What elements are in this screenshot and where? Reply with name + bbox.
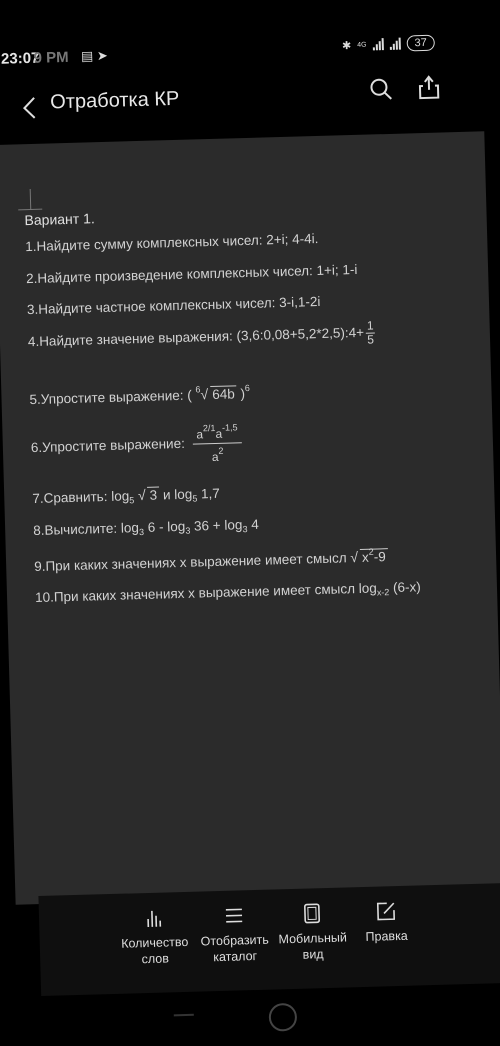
catalog-label-1: Отобразить [200, 933, 269, 949]
q6-num-exp2: -1,5 [222, 422, 238, 432]
question-6 [30, 422, 242, 469]
q7-arg-1: 3 [147, 487, 159, 503]
status-time [1, 49, 69, 68]
bottom-toolbar [38, 883, 500, 996]
q9-tail: -9 [374, 549, 386, 564]
q8-part-3: 4 [251, 517, 259, 532]
q6-fraction [192, 422, 243, 464]
word-count-label-2: слов [141, 951, 169, 966]
question-7 [32, 485, 220, 508]
bar-chart-icon [143, 907, 166, 930]
status-time-value: 23:07 [1, 50, 40, 68]
notification-icons [81, 48, 108, 65]
telegram-icon: ➤ [97, 48, 108, 63]
bluetooth-icon: ✱ [342, 38, 352, 51]
edit-icon [375, 900, 398, 923]
question-5 [29, 383, 250, 407]
nav-home-button[interactable] [269, 1003, 298, 1032]
variant-heading: Вариант 1. [24, 210, 95, 228]
mobile-view-icon [301, 902, 324, 925]
page-margin-mark-2 [30, 196, 42, 210]
q9-radicand [360, 548, 388, 565]
question-3: 3.Найдите частное комплексных чисел: 3-i,1-2i [27, 294, 321, 317]
question-1: 1.Найдите сумму комплексных чисел: 2+i; 4-4i. [25, 231, 319, 254]
question-9 [34, 546, 388, 574]
document-page[interactable] [0, 131, 500, 904]
app-header [0, 73, 489, 135]
q7-base-2: 5 [192, 493, 197, 503]
question-4 [28, 319, 376, 356]
question-2: 2.Найдите произведение комплексных чисел: 1+i; 1-i [26, 262, 358, 286]
edit-label: Правка [365, 929, 408, 944]
page-title: Отработка КР [50, 88, 180, 115]
question-4-text: 4.Найдите значение выражения: (3,6:0,08+5,2*2,5):4+ [28, 325, 365, 349]
q6-num-base1: a [196, 427, 203, 441]
q8-base-2: 3 [185, 526, 190, 536]
root-sign: √ [138, 487, 146, 503]
q7-text: 7.Сравнить: log [32, 488, 129, 506]
question-5-text: 5.Упростите выражение: ( [29, 388, 192, 408]
q6-num-base2: a [215, 427, 222, 441]
q6-den-base: a [212, 450, 219, 464]
question-6-text: 6.Упростите выражение: [31, 436, 185, 455]
q5-radicand: 64b [210, 385, 237, 402]
root-sign: √ [200, 386, 208, 402]
q8-base-3: 3 [242, 524, 247, 534]
q6-num-exp1: 2/1 [203, 423, 216, 433]
q6-numerator [192, 422, 242, 444]
battery-indicator: 37 [406, 35, 435, 52]
q5-power: 6 [245, 383, 250, 393]
q9-text: 9.При каких значениях x выражение имеет смысл [34, 550, 347, 574]
list-icon [223, 904, 246, 927]
word-count-label-1: Количество [121, 935, 189, 951]
signal-icon [372, 38, 383, 50]
q9-exp: 2 [368, 547, 373, 557]
status-time-overlap: 9 PM [33, 49, 68, 67]
q6-denominator [193, 443, 243, 464]
network-type: 4G [357, 41, 367, 48]
q7-mid: и log [163, 487, 193, 503]
word-count-button[interactable] [109, 906, 201, 968]
system-icons [342, 35, 435, 54]
question-8 [33, 517, 259, 540]
mobile-view-label-2: вид [302, 947, 323, 962]
q10-text: 10.При каких значениях x выражение имеет смысл log [35, 580, 377, 605]
q10-tail: (6-x) [393, 579, 421, 595]
q8-text: 8.Вычислите: log [33, 520, 139, 538]
q4-numerator: 1 [366, 319, 375, 333]
nav-menu-button[interactable] [174, 1014, 194, 1017]
mobile-view-label-1: Мобильный [278, 930, 347, 946]
root-sign: √ [350, 549, 358, 565]
q9-var: x [362, 550, 369, 565]
q10-base: x-2 [377, 587, 390, 597]
search-icon[interactable] [368, 76, 395, 103]
q7-arg-2: 1,7 [201, 486, 220, 502]
q4-denominator: 5 [366, 333, 375, 346]
q7-base-1: 5 [129, 495, 134, 505]
back-arrow-icon[interactable] [18, 92, 41, 125]
share-icon[interactable] [416, 72, 443, 101]
q8-part-2: 36 + log [194, 517, 243, 533]
q8-part-1: 6 - log [148, 519, 186, 535]
q8-base-1: 3 [139, 527, 144, 537]
message-icon: ▤ [81, 48, 94, 63]
q5-close-paren: ) [240, 386, 245, 401]
q6-den-exp: 2 [218, 446, 223, 456]
signal-icon-2 [389, 38, 400, 50]
q5-root-index: 6 [195, 384, 200, 394]
status-bar [0, 29, 487, 73]
question-10 [35, 579, 421, 607]
question-4-fraction [366, 319, 375, 346]
edit-button[interactable] [341, 899, 432, 945]
catalog-label-2: каталог [213, 949, 257, 964]
